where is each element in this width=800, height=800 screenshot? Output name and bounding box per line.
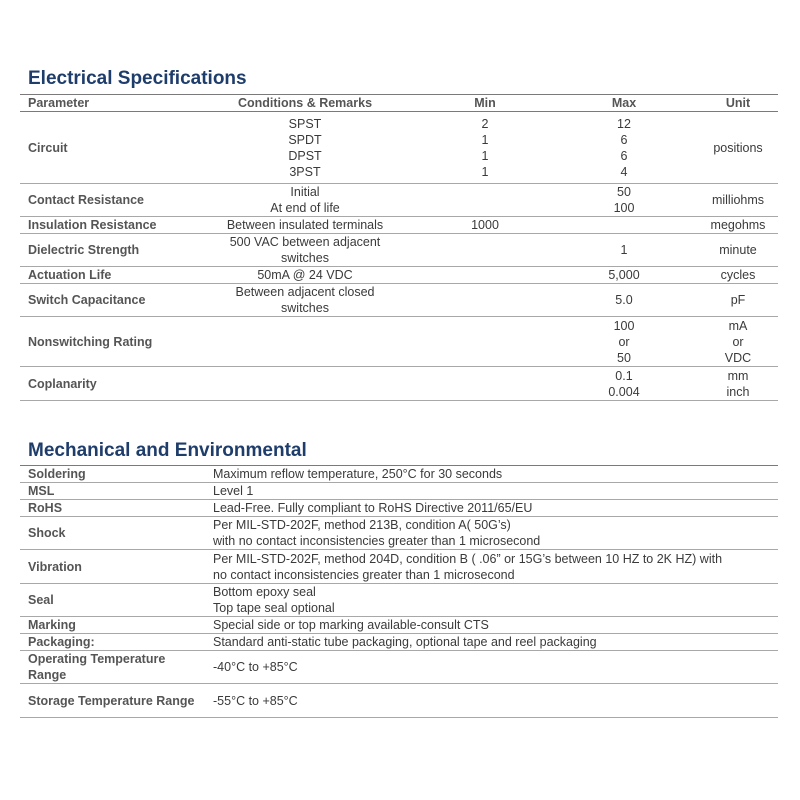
list-item: 2 — [481, 116, 489, 131]
shock-value — [205, 517, 778, 550]
list-item: 3PST — [289, 164, 321, 179]
list-item: SPDT — [288, 132, 322, 147]
actuation-life-max: 5,000 — [550, 267, 698, 284]
table-row — [20, 234, 778, 267]
list-item: switches — [281, 301, 329, 315]
operating-temperature-value: -40°C to +85°C — [205, 651, 778, 684]
list-item: switches — [281, 251, 329, 265]
electrical-specs-table — [20, 94, 778, 401]
row-label-insulation-resistance: Insulation Resistance — [20, 217, 190, 234]
list-item: 1 — [481, 164, 489, 179]
row-label-seal: Seal — [20, 584, 205, 617]
mechanical-specs-table — [20, 465, 778, 718]
row-label-rohs: RoHS — [20, 500, 205, 517]
actuation-life-conditions: 50mA @ 24 VDC — [190, 267, 420, 284]
list-item: 500 VAC between adjacent — [229, 235, 381, 249]
list-item: or — [618, 334, 630, 349]
list-item: mm — [727, 368, 749, 383]
coplanarity-conditions — [190, 367, 420, 401]
switch-capacitance-max: 5.0 — [550, 284, 698, 317]
list-item: 1 — [481, 148, 489, 163]
contact-resistance-max — [550, 184, 698, 217]
table-header-row — [20, 95, 778, 112]
soldering-value: Maximum reflow temperature, 250°C for 30 seconds — [205, 466, 778, 483]
table-row — [20, 651, 778, 684]
row-label-switch-capacitance: Switch Capacitance — [20, 284, 190, 317]
insulation-resistance-conditions: Between insulated terminals — [190, 217, 420, 234]
msl-value: Level 1 — [205, 483, 778, 500]
list-item: At end of life — [270, 201, 340, 215]
dielectric-strength-min — [420, 234, 550, 267]
list-item: 50 — [617, 185, 631, 199]
header-conditions: Conditions & Remarks — [190, 95, 420, 112]
seal-value — [205, 584, 778, 617]
marking-value: Special side or top marking available-consult CTS — [205, 617, 778, 634]
row-label-nonswitching-rating: Nonswitching Rating — [20, 317, 190, 367]
switch-capacitance-min — [420, 284, 550, 317]
contact-resistance-unit: milliohms — [698, 184, 778, 217]
table-row — [20, 634, 778, 651]
dielectric-strength-conditions — [190, 234, 420, 267]
insulation-resistance-min: 1000 — [420, 217, 550, 234]
header-parameter: Parameter — [20, 95, 190, 112]
list-item: Initial — [290, 185, 320, 199]
list-item: 6 — [620, 132, 628, 147]
row-label-contact-resistance: Contact Resistance — [20, 184, 190, 217]
circuit-max — [550, 112, 698, 184]
list-item: 0.004 — [608, 384, 640, 399]
list-item: Per MIL-STD-202F, method 213B, condition A( 50G’s) — [213, 518, 511, 532]
table-row — [20, 367, 778, 401]
list-item: Per MIL-STD-202F, method 204D, condition B ( .06” or 15G’s between 10 HZ to 2K HZ) with — [213, 551, 723, 566]
table-row — [20, 284, 778, 317]
table-row — [20, 466, 778, 483]
row-label-shock: Shock — [20, 517, 205, 550]
nonswitching-rating-conditions — [190, 317, 420, 367]
nonswitching-rating-min — [420, 317, 550, 367]
header-unit: Unit — [698, 95, 778, 112]
row-label-vibration: Vibration — [20, 550, 205, 584]
actuation-life-unit: cycles — [698, 267, 778, 284]
list-item: VDC — [724, 350, 752, 365]
list-item: SPST — [288, 116, 322, 131]
header-max: Max — [550, 95, 698, 112]
circuit-min — [420, 112, 550, 184]
row-label-actuation-life: Actuation Life — [20, 267, 190, 284]
row-label-operating-temperature: Operating Temperature Range — [20, 651, 205, 684]
list-item: 12 — [617, 116, 631, 131]
list-item: 100 — [613, 201, 635, 215]
table-row — [20, 317, 778, 367]
contact-resistance-conditions — [190, 184, 420, 217]
rohs-value: Lead-Free. Fully compliant to RoHS Directive 2011/65/EU — [205, 500, 778, 517]
contact-resistance-min — [420, 184, 550, 217]
circuit-unit: positions — [698, 112, 778, 184]
packaging-value: Standard anti-static tube packaging, optional tape and reel packaging — [205, 634, 778, 651]
electrical-section-title: Electrical Specifications — [28, 68, 247, 89]
nonswitching-rating-max — [550, 317, 698, 367]
list-item: no contact inconsistencies greater than 1 microsecond — [213, 567, 515, 582]
row-label-circuit: Circuit — [20, 112, 190, 184]
row-label-coplanarity: Coplanarity — [20, 367, 190, 401]
table-row — [20, 112, 778, 184]
row-label-soldering: Soldering — [20, 466, 205, 483]
coplanarity-unit — [698, 367, 778, 401]
storage-temperature-value: -55°C to +85°C — [205, 684, 778, 718]
vibration-value — [205, 550, 778, 584]
insulation-resistance-max — [550, 217, 698, 234]
table-row — [20, 584, 778, 617]
actuation-life-min — [420, 267, 550, 284]
table-row — [20, 517, 778, 550]
coplanarity-min — [420, 367, 550, 401]
switch-capacitance-unit: pF — [698, 284, 778, 317]
dielectric-strength-max: 1 — [550, 234, 698, 267]
list-item: 50 — [617, 350, 631, 365]
table-row — [20, 684, 778, 718]
header-min: Min — [420, 95, 550, 112]
table-row — [20, 550, 778, 584]
list-item: 100 — [613, 318, 635, 333]
table-row — [20, 217, 778, 234]
list-item: DPST — [288, 148, 322, 163]
list-item: mA — [728, 318, 748, 333]
row-label-msl: MSL — [20, 483, 205, 500]
list-item: 0.1 — [615, 368, 633, 383]
list-item: Between adjacent closed — [235, 285, 375, 299]
table-row — [20, 483, 778, 500]
table-row — [20, 617, 778, 634]
table-row — [20, 267, 778, 284]
dielectric-strength-unit: minute — [698, 234, 778, 267]
coplanarity-max — [550, 367, 698, 401]
nonswitching-rating-unit — [698, 317, 778, 367]
list-item: Top tape seal optional — [213, 601, 335, 615]
list-item: inch — [726, 384, 750, 399]
insulation-resistance-unit: megohms — [698, 217, 778, 234]
switch-capacitance-conditions — [190, 284, 420, 317]
list-item: or — [732, 334, 744, 349]
list-item: 6 — [620, 148, 628, 163]
list-item: 4 — [620, 164, 628, 179]
circuit-conditions — [190, 112, 420, 184]
row-label-dielectric-strength: Dielectric Strength — [20, 234, 190, 267]
table-row — [20, 184, 778, 217]
list-item: 1 — [481, 132, 489, 147]
row-label-packaging: Packaging: — [20, 634, 205, 651]
list-item: Bottom epoxy seal — [213, 585, 316, 599]
row-label-storage-temperature: Storage Temperature Range — [20, 684, 205, 718]
row-label-marking: Marking — [20, 617, 205, 634]
mechanical-section-title: Mechanical and Environmental — [28, 440, 307, 461]
table-row — [20, 500, 778, 517]
list-item: with no contact inconsistencies greater than 1 microsecond — [213, 534, 541, 548]
